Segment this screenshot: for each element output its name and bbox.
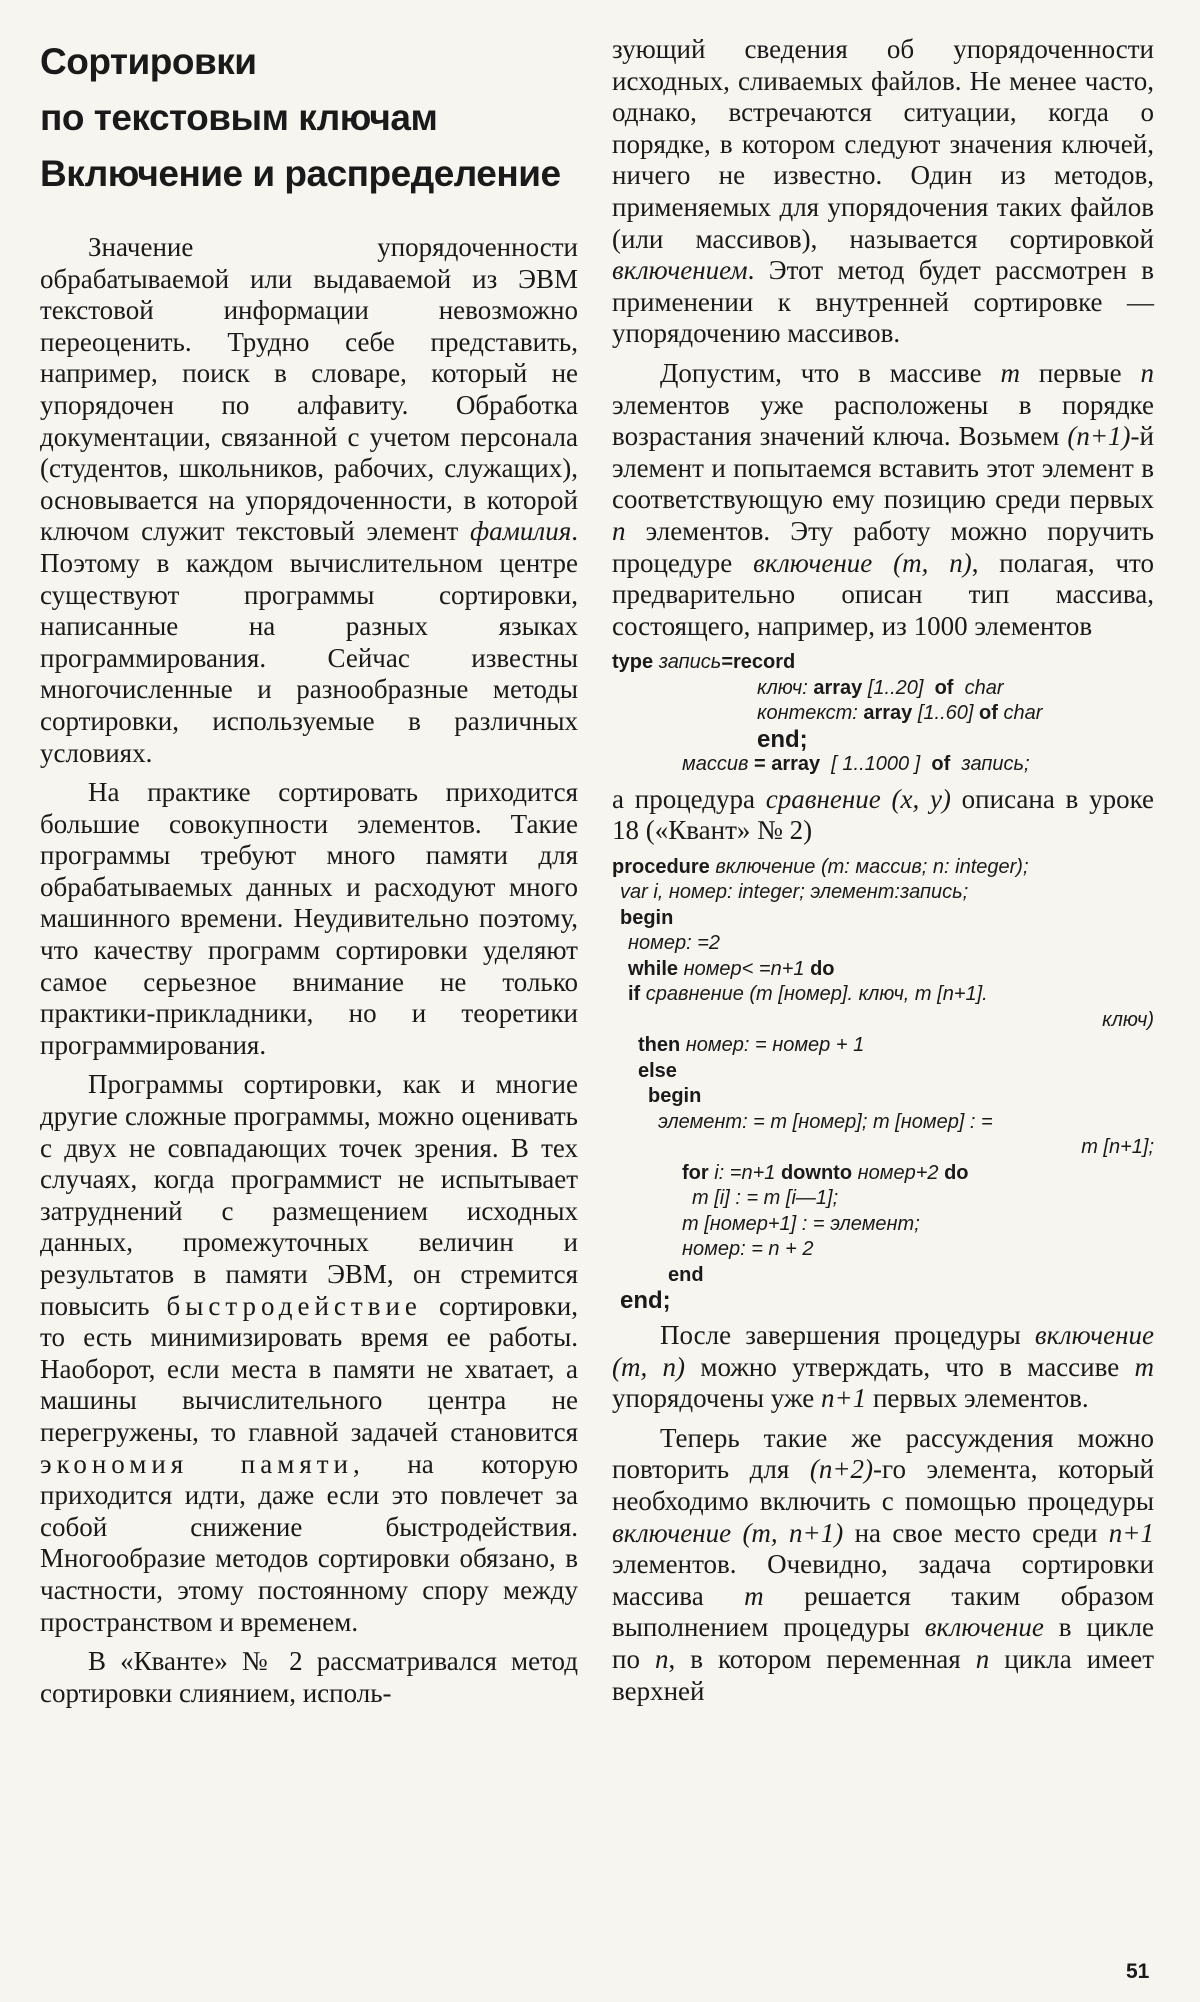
paragraph: Программы сортировки, как и многие другие сложные программы, можно оценивать с двух не совпадающих точек зрения. В тех случаях, когда программист не испытывает затруднений с размещением исходных данных, промежуточных величин и результатов в памяти ЭВМ, он стремится повысить быстродействие сортировки, то есть минимизировать время ее работы. Наоборот, если места в памяти не хватает, а машины вычислительного центра не перегружены, то главной задачей становится экономия памяти, на которую приходится идти, даже если это повлечет за собой снижение быстродействия. Многообразие методов сортировки обязано, в частности, этому постоянному спору между пространством и временем. (40, 1069, 578, 1637)
code-type-declaration: type запись=record ключ: array [1..20] of char контекст: array [1..60] of char end; массив = array [ 1..1000 ] of запись; (612, 651, 1043, 776)
paragraph: зующий сведения об упорядоченности исходных, сливаемых файлов. Не менее часто, однако, встречаются ситуации, когда о порядке, в котором следуют значения ключей, ничего не известно. Один из методов, применяемых для упорядочения таких файлов (или массивов), называется сортировкой включением. Этот метод будет рассмотрен в применении к внутренней сортировке — упорядочению массивов. (612, 34, 1154, 349)
spaced-emphasis: экономия памяти (40, 1448, 353, 1479)
paragraph: На практике сортировать приходится большие совокупности элементов. Такие программы требуют много памяти для обрабатываемых данных и расходуют много машинного времени. Неудивительно поэтому, что качеству программ сортировки уделяют самое серьезное внимание не только практики-прикладники, но и теоретики программирования. (40, 777, 578, 1060)
emphasis: фамилия (470, 516, 572, 547)
left-column (40, 34, 578, 1717)
emphasis: включением (612, 255, 748, 286)
heading-line-1: Сортировки (40, 41, 257, 82)
code-procedure: procedure включение (m: массив; n: integer); var i, номер: integer; элемент:запись; begin номер: =2 while номер< =n+1 do if сравнение (m [номер]. ключ, m [n+1]. ключ) then номер: = номер + 1 else begin элемент: = m [номер]; m [номер] : = m [n+1]; for i: =n+1 downto номер+2 do m [i] : = m [i—1]; m [номер+1] : = элемент; номер: = n + 2 end end; (612, 855, 1154, 1315)
paragraph: а процедура сравнение (x, y) описана в уроке 18 («Квант» № 2) (612, 783, 1154, 846)
right-column (612, 34, 1154, 1715)
page-number: 51 (1126, 1960, 1150, 1983)
paragraph: Теперь такие же рассуждения можно повторить для (n+2)-го элемента, который необходимо включить с помощью процедуры включение (m, n+1) на свое место среди n+1 элементов. Очевидно, задача сортировки массива m решается таким образом выполнением процедуры включение в цикле по n, в котором переменная n цикла имеет верхней (612, 1422, 1154, 1706)
paragraph: Значение упорядоченности обрабатываемой или выдаваемой из ЭВМ текстовой информации невозможно переоценить. Трудно себе представить, например, поиск в словаре, который не упорядочен по алфавиту. Обработка документации, связанной с учетом персонала (студентов, школьников, рабочих, служащих), основывается на упорядоченности, в которой ключом служит текстовый элемент фамилия. Поэтому в каждом вычислительном центре существуют программы сортировки, написанные на разных языках программирования. Сейчас известны многочисленные и разнообразные методы сортировки, используемые в различных условиях. (40, 232, 578, 768)
heading-line-3: Включение и распределение (40, 153, 561, 194)
paragraph: После завершения процедуры включение (m, n) можно утверждать, что в массиве m упорядочены уже n+1 первых элементов. (612, 1319, 1154, 1414)
article-heading (40, 34, 578, 202)
heading-line-2: по текстовым ключам (40, 97, 438, 138)
paragraph: В «Кванте» № 2 рассматривался метод сортировки слиянием, исполь- (40, 1646, 578, 1708)
spaced-emphasis: быстродействие (166, 1290, 422, 1321)
paragraph: Допустим, что в массиве m первые n элементов уже расположены в порядке возрастания значений ключа. Возьмем (n+1)-й элемент и попытаемся вставить этот элемент в соответствующую ему позицию среди первых n элементов. Эту работу можно поручить процедуре включение (m, n), полагая, что предварительно описан тип массива, состоящего, например, из 1000 элементов (612, 357, 1154, 641)
